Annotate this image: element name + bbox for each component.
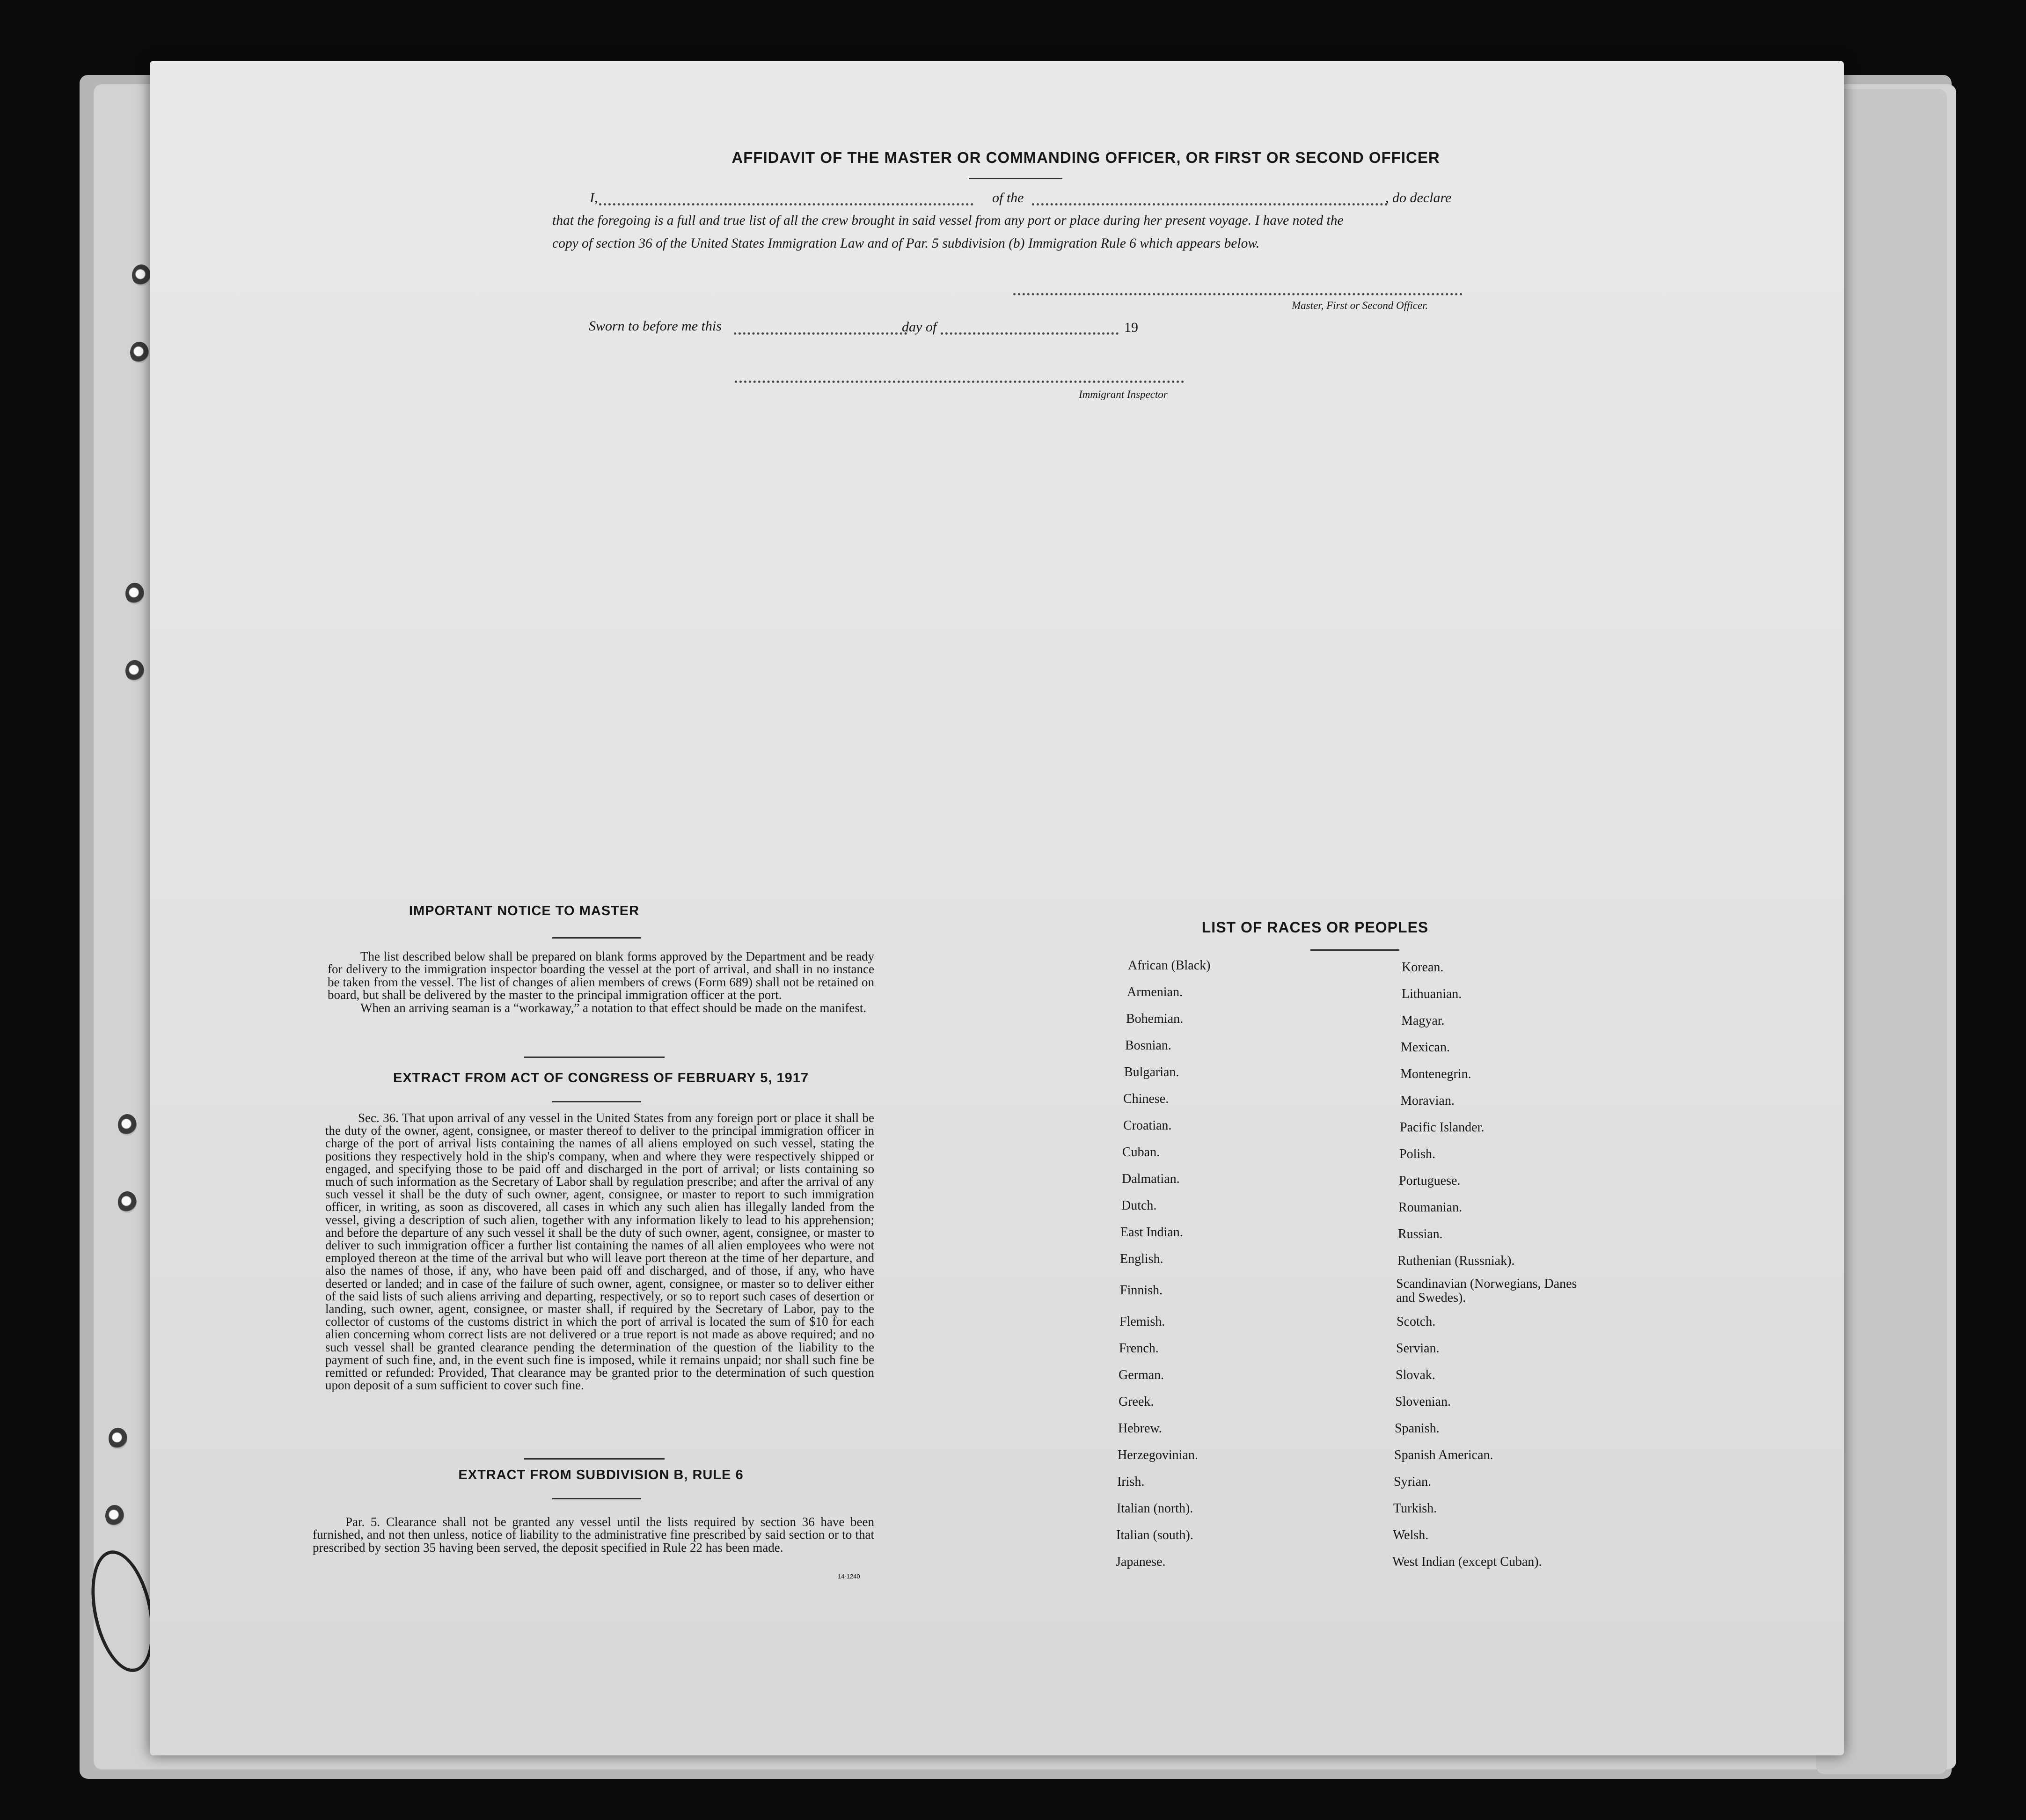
race-item: Magyar. <box>1401 1013 1445 1028</box>
affidavit-i-label: I, <box>590 190 598 205</box>
rule-extract-body <box>313 1516 874 1554</box>
race-item: French. <box>1119 1341 1159 1356</box>
document-page <box>150 61 1844 1755</box>
sworn-prefix: Sworn to before me this <box>589 318 722 334</box>
affidavit-title-rule <box>969 178 1062 179</box>
race-item: Turkish. <box>1393 1501 1437 1516</box>
sworn-year: 19 <box>1124 320 1138 335</box>
divider <box>524 1458 665 1460</box>
affidavit-line-2: that the foregoing is a full and true list of all the crew brought in said vessel from any port or place during her present voyage. I have noted the <box>552 213 1344 228</box>
inspector-signature-line[interactable] <box>735 381 1184 383</box>
affidavit-title: AFFIDAVIT OF THE MASTER OR COMMANDING OFFICER, OR FIRST OR SECOND OFFICER <box>731 149 1440 166</box>
race-item: Moravian. <box>1400 1093 1455 1108</box>
master-signature-caption: Master, First or Second Officer. <box>1292 300 1428 311</box>
race-item: Finnish. <box>1120 1283 1163 1298</box>
punch-hole-icon <box>132 264 151 286</box>
divider <box>524 1057 665 1058</box>
race-item: Pacific Islander. <box>1400 1120 1485 1135</box>
race-item: Greek. <box>1119 1394 1154 1409</box>
notice-paragraph-2: When an arriving seaman is a “workaway,” a notation to that effect should be made on the manifest. <box>360 1000 867 1015</box>
notice-paragraph-1: The list described below shall be prepared on blank forms approved by the Department and be ready for delivery to the immigration inspector boarding the vessel at the port of arrival, and shall in no instance be taken from the vessel. The list of changes of alien members of crews (Form 689) shall not be retained on board, but shall be delivered by the master to the principal immigration officer at the port. <box>328 949 874 1002</box>
act-extract-title-rule <box>552 1101 641 1102</box>
rule-extract-title: EXTRACT FROM SUBDIVISION B, RULE 6 <box>458 1468 744 1482</box>
race-item: Irish. <box>1117 1475 1145 1489</box>
race-item: Servian. <box>1396 1341 1440 1356</box>
race-item: Korean. <box>1402 960 1444 975</box>
race-item: German. <box>1119 1368 1164 1382</box>
race-item: Portuguese. <box>1399 1174 1461 1188</box>
race-item: Chinese. <box>1123 1092 1169 1106</box>
race-item: Armenian. <box>1127 985 1183 999</box>
race-item: Croatian. <box>1123 1118 1172 1133</box>
race-item: Italian (north). <box>1117 1501 1193 1516</box>
race-item: Flemish. <box>1119 1314 1165 1329</box>
notice-title: IMPORTANT NOTICE TO MASTER <box>409 903 640 918</box>
race-item: Cuban. <box>1122 1145 1160 1160</box>
race-item: West Indian (except Cuban). <box>1392 1555 1542 1569</box>
par-5-text: Par. 5. Clearance shall not be granted any vessel until the lists required by section 36 have been furnished, and not then unless, notice of liability to the administrative fine prescribed by said section or to that prescribed by section 35 having been served, the deposit specified in Rule 22 has been made. <box>313 1515 874 1555</box>
race-item: Bohemian. <box>1126 1012 1184 1026</box>
race-item: Syrian. <box>1394 1475 1432 1489</box>
race-item: Ruthenian (Russniak). <box>1397 1254 1515 1268</box>
punch-hole-icon <box>125 583 144 604</box>
inspector-caption: Immigrant Inspector <box>1079 389 1168 400</box>
master-name-blank[interactable] <box>599 203 973 205</box>
race-item: Spanish American. <box>1394 1448 1493 1462</box>
race-item: Bosnian. <box>1125 1038 1171 1053</box>
punch-hole-icon <box>118 1191 137 1213</box>
affidavit-line-3: copy of section 36 of the United States Immigration Law and of Par. 5 subdivision (b) Immigration Rule 6 which appears below. <box>552 236 1260 251</box>
race-item: Polish. <box>1399 1147 1436 1161</box>
race-item: Lithuanian. <box>1402 987 1462 1001</box>
race-item: Japanese. <box>1116 1555 1166 1569</box>
race-item: African (Black) <box>1128 958 1211 973</box>
race-item: Welsh. <box>1393 1528 1429 1542</box>
sworn-day-blank[interactable] <box>734 332 907 335</box>
race-item: East Indian. <box>1120 1225 1183 1240</box>
affidavit-of-the-label: of the <box>992 190 1024 205</box>
race-item: Hebrew. <box>1118 1421 1162 1436</box>
race-item: Roumanian. <box>1398 1200 1463 1215</box>
notice-body <box>328 950 874 1014</box>
sworn-day-of: day of <box>902 319 937 335</box>
race-item: Herzegovinian. <box>1118 1448 1198 1462</box>
punch-hole-icon <box>118 1114 137 1136</box>
master-signature-line[interactable] <box>1013 293 1463 295</box>
race-item: Dutch. <box>1121 1198 1157 1213</box>
section-36-text: Sec. 36. That upon arrival of any vessel in the United States from any foreign port or place it shall be the duty of the owner, agent, consignee, or master thereof to deliver to the principal immigration officer in charge of the port of arrival lists containing the names of all aliens employed on such vessel, stating the positions they respectively hold in the ship's company, when and where they were respectively shipped or engaged, and specifying those to be paid off and discharged in the port of arrival; or lists containing so much of such information as the Secretary of Labor shall by regulation prescribe; and after the arrival of any such vessel it shall be the duty of such owner, agent, consignee, or master to report to such immigration officer, in writing, as soon as discovered, all cases in which any such alien has illegally landed from the vessel, giving a description of such alien, together with any information likely to lead to his apprehension; and before the departure of any such vessel it shall be the duty of such owner, agent, consignee, or master to deliver to such immigration officer a further list containing the names of all alien employees who were not employed thereon at the time of the arrival but who will leave port thereon at the time of her departure, and also the names of those, if any, who have been paid off and discharged, and of those, if any, who have deserted or landed; and in case of the failure of such owner, agent, consignee, or master so to deliver either of the said lists of such aliens arriving and departing, respectively, or so to report such cases of desertion or landing, such owner, agent, consignee, or master shall, if required by the Secretary of Labor, pay to the collector of customs of the customs district in which the port of arrival is located the sum of $10 for each alien concerning whom correct lists are not delivered or a true report is not made as above required; and no such vessel shall be granted clearance pending the determination of the question of the liability to the payment of such fine, and, in the event such fine is imposed, while it remains unpaid; nor shall such fine be remitted or refunded: Provided, That clearance may be granted prior to the determination of such question upon deposit of a sum sufficient to cover such fine. <box>325 1111 874 1393</box>
rule-extract-title-rule <box>552 1498 641 1499</box>
punch-hole-icon <box>105 1505 124 1526</box>
race-item: Slovak. <box>1396 1368 1435 1382</box>
act-extract-body <box>325 1112 874 1392</box>
race-item: Dalmatian. <box>1122 1172 1180 1186</box>
act-extract-title: EXTRACT FROM ACT OF CONGRESS OF FEBRUARY 5, 1917 <box>393 1071 809 1086</box>
race-item: Russian. <box>1398 1227 1443 1241</box>
vessel-name-blank[interactable] <box>1032 203 1388 205</box>
race-item: Spanish. <box>1395 1421 1440 1436</box>
sworn-month-blank[interactable] <box>941 332 1119 335</box>
race-item: Bulgarian. <box>1124 1065 1179 1079</box>
race-item: Mexican. <box>1401 1040 1450 1055</box>
race-item: Slovenian. <box>1395 1394 1451 1409</box>
race-item: Montenegrin. <box>1400 1067 1471 1081</box>
punch-hole-icon <box>109 1428 127 1449</box>
punch-hole-icon <box>125 660 144 682</box>
affidavit-do-declare-label: , do declare <box>1385 190 1452 205</box>
notice-title-rule <box>552 937 641 939</box>
race-item: Italian (south). <box>1116 1528 1193 1542</box>
races-title: LIST OF RACES OR PEOPLES <box>1201 919 1429 936</box>
punch-hole-icon <box>130 342 149 363</box>
races-title-rule <box>1310 949 1399 951</box>
race-item: English. <box>1120 1252 1163 1266</box>
form-number: 14-1240 <box>838 1573 860 1580</box>
race-item: Scotch. <box>1397 1314 1436 1329</box>
race-item: Scandinavian (Norwegians, Danes and Swedes). <box>1396 1277 1577 1305</box>
